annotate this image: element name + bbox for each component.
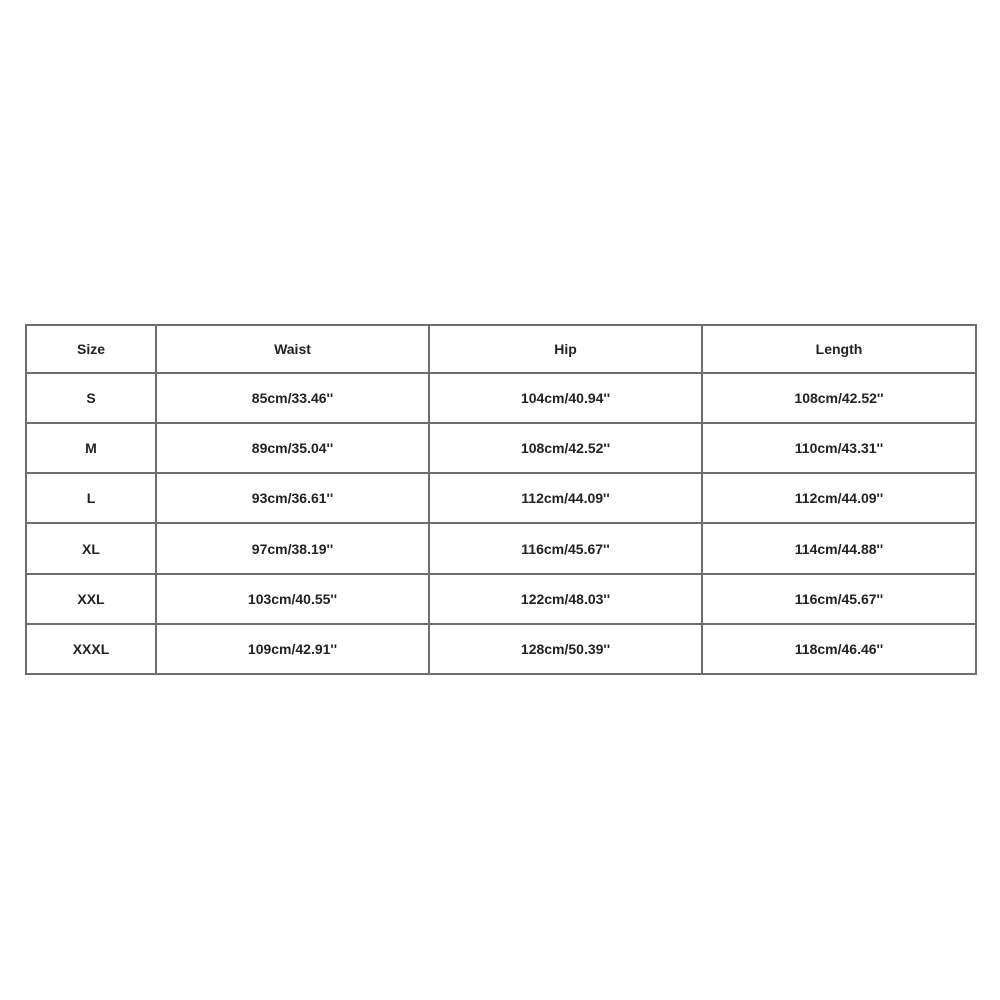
cell-size: XL <box>26 523 156 573</box>
table-row <box>26 624 976 674</box>
cell-size: S <box>26 373 156 423</box>
cell-hip: 122cm/48.03'' <box>429 574 702 624</box>
cell-waist: 93cm/36.61'' <box>156 473 429 523</box>
cell-waist: 89cm/35.04'' <box>156 423 429 473</box>
table-row <box>26 373 976 423</box>
cell-size: M <box>26 423 156 473</box>
table-row <box>26 523 976 573</box>
cell-size: L <box>26 473 156 523</box>
cell-hip: 112cm/44.09'' <box>429 473 702 523</box>
cell-length: 112cm/44.09'' <box>702 473 976 523</box>
header-waist: Waist <box>156 325 429 373</box>
header-hip: Hip <box>429 325 702 373</box>
cell-length: 110cm/43.31'' <box>702 423 976 473</box>
cell-length: 118cm/46.46'' <box>702 624 976 674</box>
cell-hip: 116cm/45.67'' <box>429 523 702 573</box>
cell-length: 116cm/45.67'' <box>702 574 976 624</box>
table-header-row <box>26 325 976 373</box>
header-length: Length <box>702 325 976 373</box>
table-row <box>26 423 976 473</box>
cell-size: XXXL <box>26 624 156 674</box>
header-size: Size <box>26 325 156 373</box>
cell-length: 114cm/44.88'' <box>702 523 976 573</box>
cell-waist: 97cm/38.19'' <box>156 523 429 573</box>
cell-length: 108cm/42.52'' <box>702 373 976 423</box>
cell-waist: 85cm/33.46'' <box>156 373 429 423</box>
size-chart-table <box>25 324 977 675</box>
cell-waist: 103cm/40.55'' <box>156 574 429 624</box>
cell-hip: 128cm/50.39'' <box>429 624 702 674</box>
cell-size: XXL <box>26 574 156 624</box>
cell-hip: 108cm/42.52'' <box>429 423 702 473</box>
cell-waist: 109cm/42.91'' <box>156 624 429 674</box>
cell-hip: 104cm/40.94'' <box>429 373 702 423</box>
table-row <box>26 574 976 624</box>
table-row <box>26 473 976 523</box>
